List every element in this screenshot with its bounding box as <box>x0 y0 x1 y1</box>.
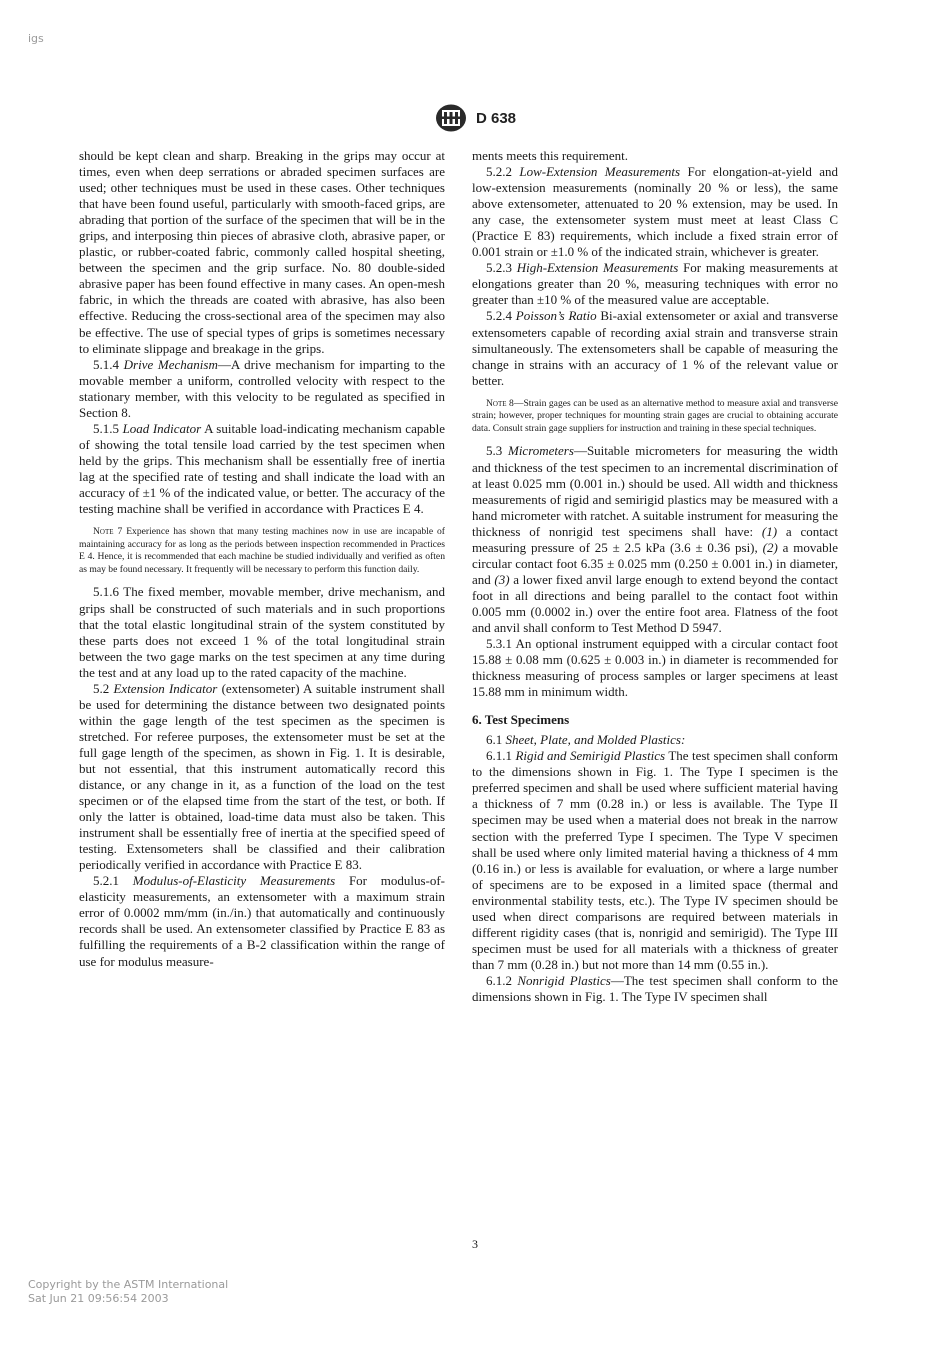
section-5-2-3: 5.2.3 High-Extension Measurements For making measurements at elongations greater than 20 %, measuring techniques with error no greater than ±10 % of the measured value are acceptable. <box>472 260 838 308</box>
copyright-footer <box>28 1278 228 1306</box>
section-5-2-2: 5.2.2 Low-Extension Measurements For elongation-at-yield and low-extension measurements (nominally 20 % or less), the same above extensometer, attenuated to 20 % extension, may be used. In any case, the extensometer system must meet at least Class C (Practice E 83) requirements, which include a fixed strain error of 0.001 strain or ±1.0 % of the indicated strain, whichever is greater. <box>472 164 839 260</box>
section-5-3-1: 5.3.1 An optional instrument equipped with a circular contact foot 15.88 ± 0.08 mm (0.625 ± 0.003 in.) in diameter is recommended for thickness measuring of process samples or larger specimens at least 15.88 mm in minimum width. <box>472 636 838 700</box>
page-number: 3 <box>472 1237 478 1251</box>
section-5-2: 5.2 Extension Indicator (extensometer) A suitable instrument shall be used for determining the distance between two designated points within the gage length of the test specimen as the specimen is stretched. For referee purposes, the extensometer must be set at the full gage length of the specimen, as shown in Fig. 1. It is desirable, but not essential, that this instrument automatically record this distance, or any change in it, as a function of the load on the test specimen or of the elapsed time from the start of the test, or both. If only the latter is obtained, load-time data must also be taken. This instrument shall be essentially free of inertia at the specified speed of testing. Extensometers shall be classified and their calibration periodically verified in accordance with Practice E 83. <box>79 680 445 873</box>
section-5-2-4: 5.2.4 Poisson’s Ratio Bi-axial extensometer or axial and transverse extensometers capable of recording axial strain and transverse strain simultaneously. The extensometers shall be capable of measuring the change in strains with an accuracy of 1 % of the relevant value or better. <box>472 308 838 388</box>
section-6-1: 6.1 Sheet, Plate, and Molded Plastics: <box>486 732 686 748</box>
section-6-heading: 6. Test Specimens <box>472 712 570 728</box>
footer-timestamp-line: Sat Jun 21 09:56:54 2003 <box>28 1292 169 1305</box>
section-6-1-2: 6.1.2 Nonrigid Plastics—The test specimen shall conform to the dimensions shown in Fig. 1. The Type IV specimen shall <box>472 972 838 1004</box>
section-6-1-1: 6.1.1 Rigid and Semirigid Plastics The test specimen shall conform to the dimensions shown in Fig. 1. The Type I specimen is the preferred specimen and shall be used where sufficient material having a thickness of 7 mm (0.28 in.) or less is available. The Type II specimen may be used when a material does not break in the narrow section with the preferred Type I specimen. The Type V specimen shall be used where only limited material having a thickness of 4 mm (0.16 in.) or less is available for evaluation, or where a large number of specimens are to be exposed in a limited space (thermal and environmental stability tests, etc.). The Type IV specimen should be used when direct comparisons are required between materials in different rigidity cases (that is, nonrigid and semirigid). The Type III specimen must be used for all materials with a thickness of greater than 7 mm (0.28 in.) but not more than 14 mm (0.55 in.). <box>472 748 839 972</box>
footer-copyright-line: Copyright by the ASTM International <box>28 1278 229 1291</box>
paragraph-grips: should be kept clean and sharp. Breaking in the grips may occur at times, even when deep serrations or abraded specimen surfaces are used; other techniques must be used in these cases. Other techniques that have been found useful, particularly with smooth-faced grips, are abrading that portion of the surface of the specimen that will be in the grips, and interposing thin pieces of abrasive cloth, abrasive paper, or plastic, or rubber-coated fabric, commonly called hospital sheeting, between the specimen and the grip surface. No. 80 double-sided abrasive paper has been found effective in many cases. An open-mesh fabric, in which the threads are coated with abrasive, has also been effective. Reducing the cross-sectional area of the specimen may also be effective. The use of special types of grips is sometimes necessary to eliminate slippage and breakage in the grips. <box>79 148 445 356</box>
section-5-1-5: 5.1.5 Load Indicator A suitable load-indicating mechanism capable of showing the total tensile load carried by the test specimen when held by the grips. This mechanism shall be essentially free of inertia lag at the specified rate of testing and shall indicate the load with an accuracy of ±1 % of the indicated value, or better. The accuracy of the testing machine shall be verified in accordance with Practices E 4. <box>79 420 445 517</box>
note-7: Note 7 Experience has shown that many testing machines now in use are incapable of maintaining accuracy for as long as the periods between inspection recommended in Practices E 4. Hence, it is recommended that each machine be studied individually and verified as often as may be found necessary. It frequently will be necessary to perform this function daily. <box>79 526 446 575</box>
page-header <box>0 103 950 133</box>
section-5-2-1: 5.2.1 Modulus-of-Elasticity Measurements For modulus-of-elasticity measurements, an extensometer with a maximum strain error of 0.0002 mm/mm (in./in.) that automatically and continuously records shall be used. An extensometer classified by Practice E 83 as fulfilling the requirements of a B-2 classification within the range of use for modulus measure- <box>79 873 446 969</box>
section-5-1-6: 5.1.6 The fixed member, movable member, drive mechanism, and grips shall be constructed of such materials and in such proportions that the total elastic longitudinal strain of the system constituted by these parts does not exceed 1 % of the total longitudinal strain between the two gage marks on the test specimen at any time during the test and at any load up to the rated capacity of the machine. <box>79 584 445 680</box>
note-8: Note 8—Strain gages can be used as an alternative method to measure axial and transverse strain; however, proper techniques for mounting strain gages are crucial to obtaining accurate data. Consult strain gage suppliers for instruction and training in these special techniques. <box>472 397 839 434</box>
right-column <box>472 148 838 1005</box>
corner-tag: igs <box>28 32 44 45</box>
left-column <box>79 148 445 970</box>
astm-logo-icon <box>434 103 468 133</box>
standard-designation: D 638 <box>475 109 517 127</box>
section-5-3: 5.3 Micrometers—Suitable micrometers for measuring the width and thickness of the test specimen to an incremental discrimination of at least 0.025 mm (0.001 in.) should be used. All width and thickness measurements of rigid and semirigid plastics may be measured with a hand micrometer with ratchet. A suitable instrument for measuring the thickness of nonrigid test specimens shall have: (1) a contact measuring pressure of 25 ± 2.5 kPa (3.6 ± 0.36 psi), (2) a movable circular contact foot 6.35 ± 0.025 mm (0.250 ± 0.001 in.) in diameter, and (3) a lower fixed anvil large enough to extend beyond the contact foot in all directions and being parallel to the contact foot within 0.005 mm (0.0002 in.) over the entire foot area. Flatness of the foot and anvil shall conform to Test Method D 5947. <box>472 443 838 635</box>
paragraph-continuation: ments meets this requirement. <box>472 148 628 163</box>
section-5-1-4: 5.1.4 Drive Mechanism—A drive mechanism for imparting to the movable member a uniform, controlled velocity with respect to the stationary member, with this velocity to be regulated as specified in Section 8. <box>79 356 446 420</box>
